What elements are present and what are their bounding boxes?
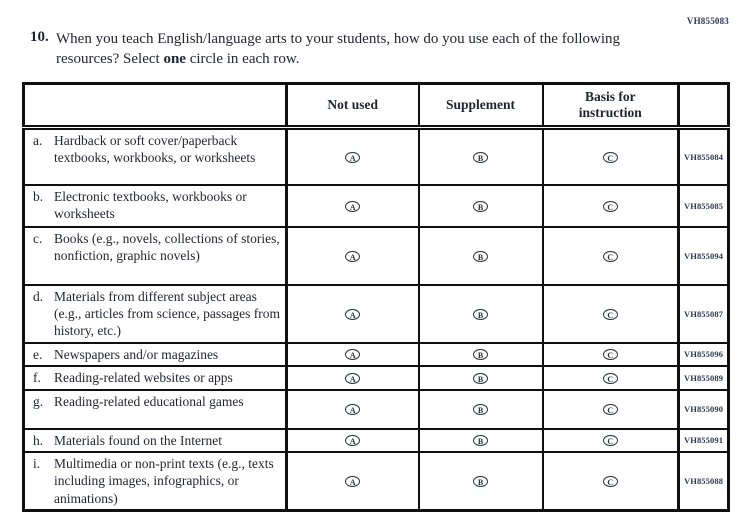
table-row bbox=[24, 429, 729, 452]
row-text: Hardback or soft cover/paperback textbooks, workbooks, or worksheets bbox=[54, 133, 256, 166]
answer-bubble-a[interactable]: A bbox=[345, 435, 360, 446]
answer-bubble-b[interactable]: B bbox=[473, 476, 488, 487]
table-row bbox=[24, 128, 729, 185]
option-cell-c bbox=[543, 128, 679, 185]
option-cell-a bbox=[287, 343, 419, 366]
row-text: Newspapers and/or magazines bbox=[54, 346, 219, 362]
header-code-blank bbox=[679, 84, 729, 128]
item-code: VH855084 bbox=[684, 151, 724, 162]
resource-label bbox=[24, 128, 287, 185]
option-cell-c bbox=[543, 429, 679, 452]
table-row bbox=[24, 227, 729, 285]
row-text: Books (e.g., novels, collections of stories, nonfiction, graphic novels) bbox=[54, 230, 280, 263]
resource-table-body bbox=[24, 128, 729, 511]
header-supplement: Supplement bbox=[419, 84, 543, 128]
row-letter: e. bbox=[33, 346, 43, 362]
option-cell-b bbox=[419, 285, 543, 343]
question-number: 10. bbox=[30, 29, 49, 45]
table-row bbox=[24, 452, 729, 511]
option-cell-c bbox=[543, 452, 679, 511]
table-row bbox=[24, 366, 729, 389]
table-row bbox=[24, 285, 729, 343]
option-cell-b bbox=[419, 185, 543, 227]
answer-bubble-a[interactable]: A bbox=[345, 404, 360, 415]
item-code: VH855089 bbox=[684, 372, 724, 383]
option-cell-a bbox=[287, 429, 419, 452]
table-row bbox=[24, 390, 729, 429]
option-cell-c bbox=[543, 227, 679, 285]
question-block bbox=[30, 29, 652, 70]
answer-bubble-a[interactable]: A bbox=[345, 476, 360, 487]
item-code: VH855085 bbox=[684, 200, 724, 211]
option-cell-a bbox=[287, 390, 419, 429]
item-code: VH855096 bbox=[684, 349, 724, 360]
option-cell-c bbox=[543, 390, 679, 429]
resource-usage-table bbox=[22, 82, 730, 512]
resource-label bbox=[24, 227, 287, 285]
question-text-part1: When you teach English/language arts to your students, how do you use each of the following resources? Select bbox=[56, 31, 621, 68]
row-text: Reading-related websites or apps bbox=[54, 370, 233, 386]
option-cell-b bbox=[419, 366, 543, 389]
question-text-part2: circle in each row. bbox=[189, 51, 300, 68]
option-cell-b bbox=[419, 429, 543, 452]
row-text: Multimedia or non-print texts (e.g., texts including images, infographics, or animations) bbox=[54, 455, 274, 506]
resource-label bbox=[24, 366, 287, 389]
question-text bbox=[56, 29, 652, 70]
table-row bbox=[24, 185, 729, 227]
row-letter: a. bbox=[33, 133, 43, 148]
option-cell-b bbox=[419, 128, 543, 185]
answer-bubble-c[interactable]: C bbox=[603, 309, 618, 320]
option-cell-b bbox=[419, 227, 543, 285]
row-letter: c. bbox=[33, 230, 43, 246]
row-letter: g. bbox=[33, 393, 44, 409]
answer-bubble-c[interactable]: C bbox=[603, 201, 618, 212]
option-cell-b bbox=[419, 343, 543, 366]
option-cell-c bbox=[543, 366, 679, 389]
item-code: VH855087 bbox=[684, 308, 724, 319]
answer-bubble-a[interactable]: A bbox=[345, 373, 360, 384]
item-code: VH855088 bbox=[684, 476, 724, 487]
answer-bubble-b[interactable]: B bbox=[473, 349, 488, 360]
answer-bubble-c[interactable]: C bbox=[603, 404, 618, 415]
answer-bubble-a[interactable]: A bbox=[345, 152, 360, 163]
row-letter: h. bbox=[33, 432, 44, 448]
answer-bubble-b[interactable]: B bbox=[473, 435, 488, 446]
answer-bubble-a[interactable]: A bbox=[345, 251, 360, 262]
answer-bubble-b[interactable]: B bbox=[473, 251, 488, 262]
item-code: VH855091 bbox=[684, 435, 724, 446]
option-cell-a bbox=[287, 452, 419, 511]
header-resource-blank bbox=[24, 84, 287, 128]
answer-bubble-b[interactable]: B bbox=[473, 152, 488, 163]
row-letter: i. bbox=[33, 455, 41, 471]
resource-label bbox=[24, 452, 287, 511]
option-cell-b bbox=[419, 452, 543, 511]
option-cell-c bbox=[543, 185, 679, 227]
row-text: Reading-related educational games bbox=[54, 393, 244, 409]
resource-label bbox=[24, 343, 287, 366]
option-cell-a bbox=[287, 227, 419, 285]
page-code: VH855083 bbox=[686, 16, 729, 26]
answer-bubble-b[interactable]: B bbox=[473, 404, 488, 415]
answer-bubble-b[interactable]: B bbox=[473, 309, 488, 320]
option-cell-a bbox=[287, 285, 419, 343]
option-cell-c bbox=[543, 285, 679, 343]
row-text: Materials from different subject areas (e.g., articles from science, passages from history, etc.) bbox=[54, 288, 281, 339]
answer-bubble-c[interactable]: C bbox=[603, 373, 618, 384]
answer-bubble-c[interactable]: C bbox=[603, 435, 618, 446]
answer-bubble-a[interactable]: A bbox=[345, 309, 360, 320]
row-text: Electronic textbooks, workbooks or worksheets bbox=[54, 188, 247, 221]
option-cell-b bbox=[419, 390, 543, 429]
answer-bubble-b[interactable]: B bbox=[473, 201, 488, 212]
resource-label bbox=[24, 285, 287, 343]
option-cell-a bbox=[287, 128, 419, 185]
answer-bubble-b[interactable]: B bbox=[473, 373, 488, 384]
resource-label bbox=[24, 390, 287, 429]
row-text: Materials found on the Internet bbox=[54, 432, 222, 448]
item-code: VH855094 bbox=[684, 250, 724, 261]
answer-bubble-c[interactable]: C bbox=[603, 152, 618, 163]
option-cell-a bbox=[287, 185, 419, 227]
row-letter: f. bbox=[33, 370, 41, 386]
resource-label bbox=[24, 429, 287, 452]
answer-bubble-c[interactable]: C bbox=[603, 251, 618, 262]
resource-label bbox=[24, 185, 287, 227]
answer-bubble-c[interactable]: C bbox=[603, 349, 618, 360]
option-cell-a bbox=[287, 366, 419, 389]
option-cell-c bbox=[543, 343, 679, 366]
question-bold-word: one bbox=[163, 51, 186, 68]
answer-bubble-a[interactable]: A bbox=[345, 201, 360, 212]
answer-bubble-a[interactable]: A bbox=[345, 349, 360, 360]
item-code: VH855090 bbox=[684, 404, 724, 415]
table-header-row bbox=[24, 84, 729, 128]
table-row bbox=[24, 343, 729, 366]
row-letter: d. bbox=[33, 288, 44, 304]
row-letter: b. bbox=[33, 188, 44, 204]
header-not-used: Not used bbox=[287, 84, 419, 128]
answer-bubble-c[interactable]: C bbox=[603, 476, 618, 487]
header-basis-for-instruction: Basis for instruction bbox=[543, 84, 679, 128]
